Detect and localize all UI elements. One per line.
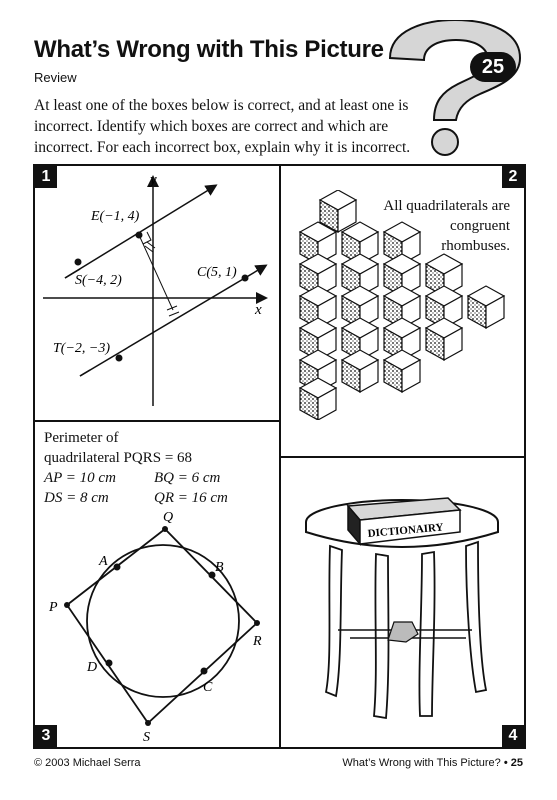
coordinate-plane-figure — [35, 166, 279, 420]
grid-divider-left — [33, 420, 281, 422]
circumscribed-quadrilateral-figure — [35, 505, 279, 745]
page-subtitle: Review — [34, 70, 77, 85]
point-t — [116, 355, 123, 362]
y-axis-label: y — [150, 172, 157, 188]
point-c — [242, 275, 249, 282]
label-q: Q — [163, 510, 174, 525]
given-bq: BQ = 6 cm — [154, 470, 221, 486]
page-number-badge: 25 — [470, 52, 516, 82]
given-qr: QR = 16 cm — [154, 490, 228, 506]
label-s: S(−4, 2) — [75, 273, 122, 288]
box-3-number: 3 — [35, 725, 57, 747]
label-r: R — [253, 634, 262, 649]
perimeter-line-2: quadrilateral PQRS = 68 — [44, 450, 193, 466]
footer-bullet: • — [503, 757, 508, 769]
footer-page-number: 25 — [510, 757, 523, 769]
box-2-statement: All quadrilaterals are congruent rhombuses. — [383, 198, 510, 254]
label-s3: S — [143, 730, 150, 745]
running-title: What’s Wrong with This Picture? — [342, 757, 501, 769]
box-4-number: 4 — [502, 725, 524, 747]
label-c3: C — [203, 680, 213, 695]
box-1-number: 1 — [35, 166, 57, 188]
perimeter-line-1: Perimeter of — [44, 430, 119, 446]
cube-tessellation-figure — [290, 190, 510, 420]
label-c: C(5, 1) — [197, 265, 237, 280]
box-3-given — [44, 428, 228, 508]
label-d: D — [87, 660, 98, 675]
instructions-text: At least one of the boxes below is correct, and at least one is incorrect. Identify which boxes are correct and which are incorrect. For each incorrect box, explain why it is incorrect. — [34, 97, 411, 156]
label-t: T(−2, −3) — [53, 341, 111, 356]
label-b: B — [215, 560, 224, 575]
label-a: A — [99, 554, 108, 569]
given-ds: DS = 8 cm — [44, 490, 109, 506]
label-e: E(−1, 4) — [91, 209, 140, 224]
running-footer — [342, 757, 523, 769]
book-label: DICTIONAIRY — [367, 521, 444, 540]
copyright: © 2003 Michael Serra — [34, 757, 141, 769]
table-with-book-figure — [290, 470, 520, 730]
grid-divider-right — [279, 456, 526, 458]
given-ap: AP = 10 cm — [44, 470, 116, 486]
page-title: What’s Wrong with This Picture — [34, 36, 384, 63]
box-2-number: 2 — [502, 166, 524, 188]
x-axis-label: x — [255, 302, 262, 318]
label-p: P — [49, 600, 58, 615]
point-s — [75, 259, 82, 266]
